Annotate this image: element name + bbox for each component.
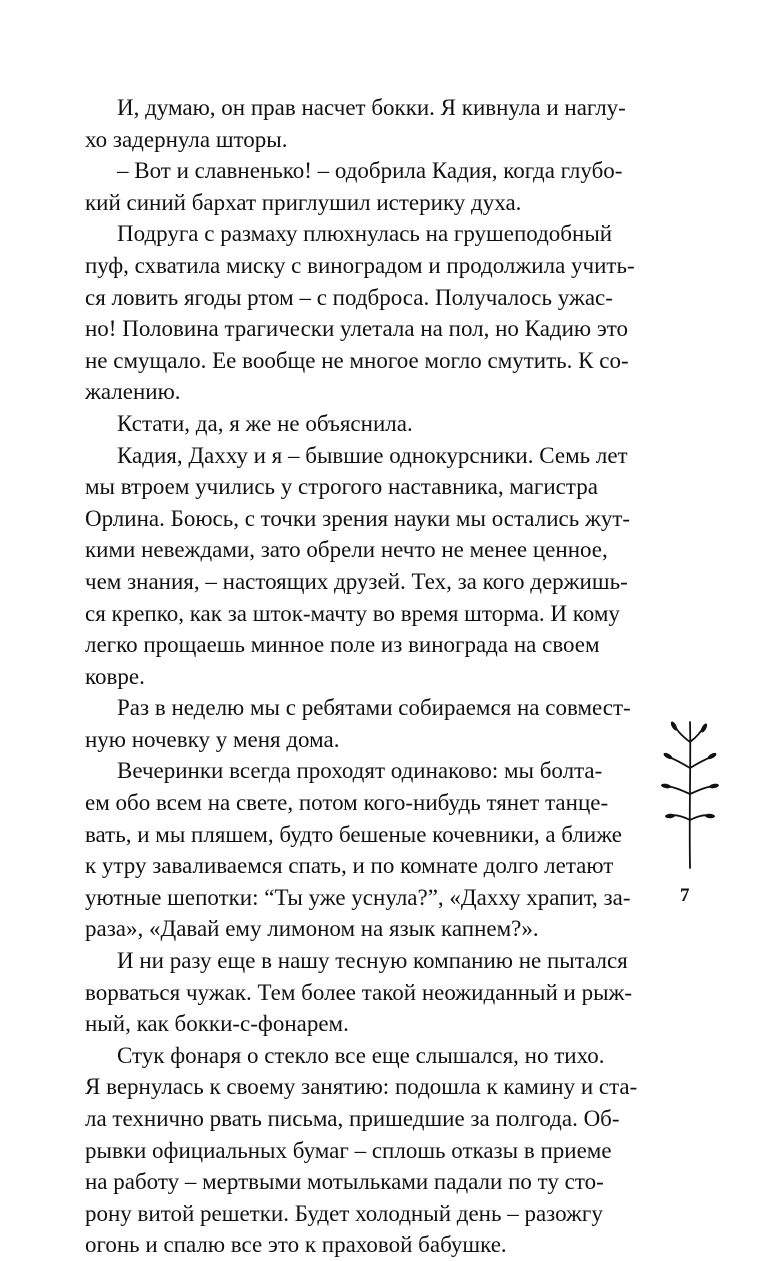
text-line: на работу – мертвыми мотыльками падали по ту сто- (85, 1169, 604, 1195)
text-line: но! Половина трагически улетала на пол, но Кадию это (85, 316, 628, 342)
text-line: Раз в неделю мы с ребятами собираемся на совмест- (117, 695, 631, 721)
text-line: ем обо всем на свете, потом кого-нибудь тянет танце- (85, 790, 609, 816)
text-line: кий синий бархат приглушил истерику духа. (85, 189, 522, 215)
page-number: 7 (680, 885, 690, 906)
text-line: не смущало. Ее вообще не многое могло смутить. К со- (85, 347, 629, 373)
text-line: Подруга с размаху плюхнулась на грушеподобный (117, 221, 613, 247)
text-line: рывки официальных бумаг – сплошь отказы в приеме (85, 1137, 612, 1163)
text-line: И ни разу еще в нашу тесную компанию не пытался (117, 948, 628, 974)
text-line: хо задернула шторы. (85, 126, 288, 152)
text-line: легко прощаешь минное поле из винограда на своем (85, 632, 600, 658)
text-line: мы втроем учились у строгого наставника, магистра (85, 474, 598, 500)
text-line: Кстати, да, я же не объяснила. (117, 410, 413, 436)
text-line: Вечеринки всегда проходят одинаково: мы болта- (117, 758, 603, 784)
text-line: Стук фонаря о стекло все еще слышался, но тихо. (117, 1042, 605, 1068)
text-line: чем знания, – настоящих друзей. Тех, за кого держишь- (85, 568, 628, 594)
text-line: вать, и мы пляшем, будто бешеные кочевники, а ближе (85, 821, 623, 847)
text-line: И, думаю, он прав насчет бокки. Я кивнула и наглу- (117, 95, 626, 120)
text-line: пуф, схватила миску с виноградом и продолжила учить- (85, 252, 635, 278)
text-line: кими невеждами, зато обрели нечто не менее ценное, (85, 537, 608, 563)
text-line: рону витой решетки. Будет холодный день – разожгу (85, 1200, 603, 1226)
text-line: огонь и спалю все это к праховой бабушке. (85, 1232, 507, 1258)
text-line: ла технично рвать письма, пришедшие за полгода. Об- (85, 1106, 620, 1131)
text-line: ся ловить ягоды ртом – с подброса. Получалось ужас- (85, 284, 613, 310)
text-line: ворваться чужак. Тем более такой неожиданный и рыж- (85, 979, 633, 1005)
text-line: раза», «Давай ему лимоном на язык капнем?». (85, 916, 539, 942)
text-line: к утру заваливаемся спать, и по комнате долго летают (85, 853, 614, 879)
text-line: уютные шепотки: “Ты уже уснула?”, «Дахху храпит, за- (85, 884, 631, 910)
text-line: ный, как бокки-с-фонарем. (85, 1011, 349, 1037)
text-line: Орлина. Боюсь, с точки зрения науки мы остались жут- (85, 505, 631, 531)
text-line: Кадия, Дахху и я – бывшие однокурсники. Семь лет (117, 442, 628, 468)
text-line: – Вот и славненько! – одобрила Кадия, когда глубо- (117, 158, 623, 184)
text-line: жалению. (85, 379, 181, 405)
text-line: Я вернулась к своему занятию: подошла к камину и ста- (85, 1074, 638, 1100)
botanical-branch-icon (660, 720, 720, 870)
text-line: ковре. (85, 663, 145, 689)
text-line: ся крепко, как за шток-мачту во время шторма. И кому (85, 600, 620, 626)
text-line: ную ночевку у меня дома. (85, 726, 340, 752)
page-body (85, 92, 651, 1261)
